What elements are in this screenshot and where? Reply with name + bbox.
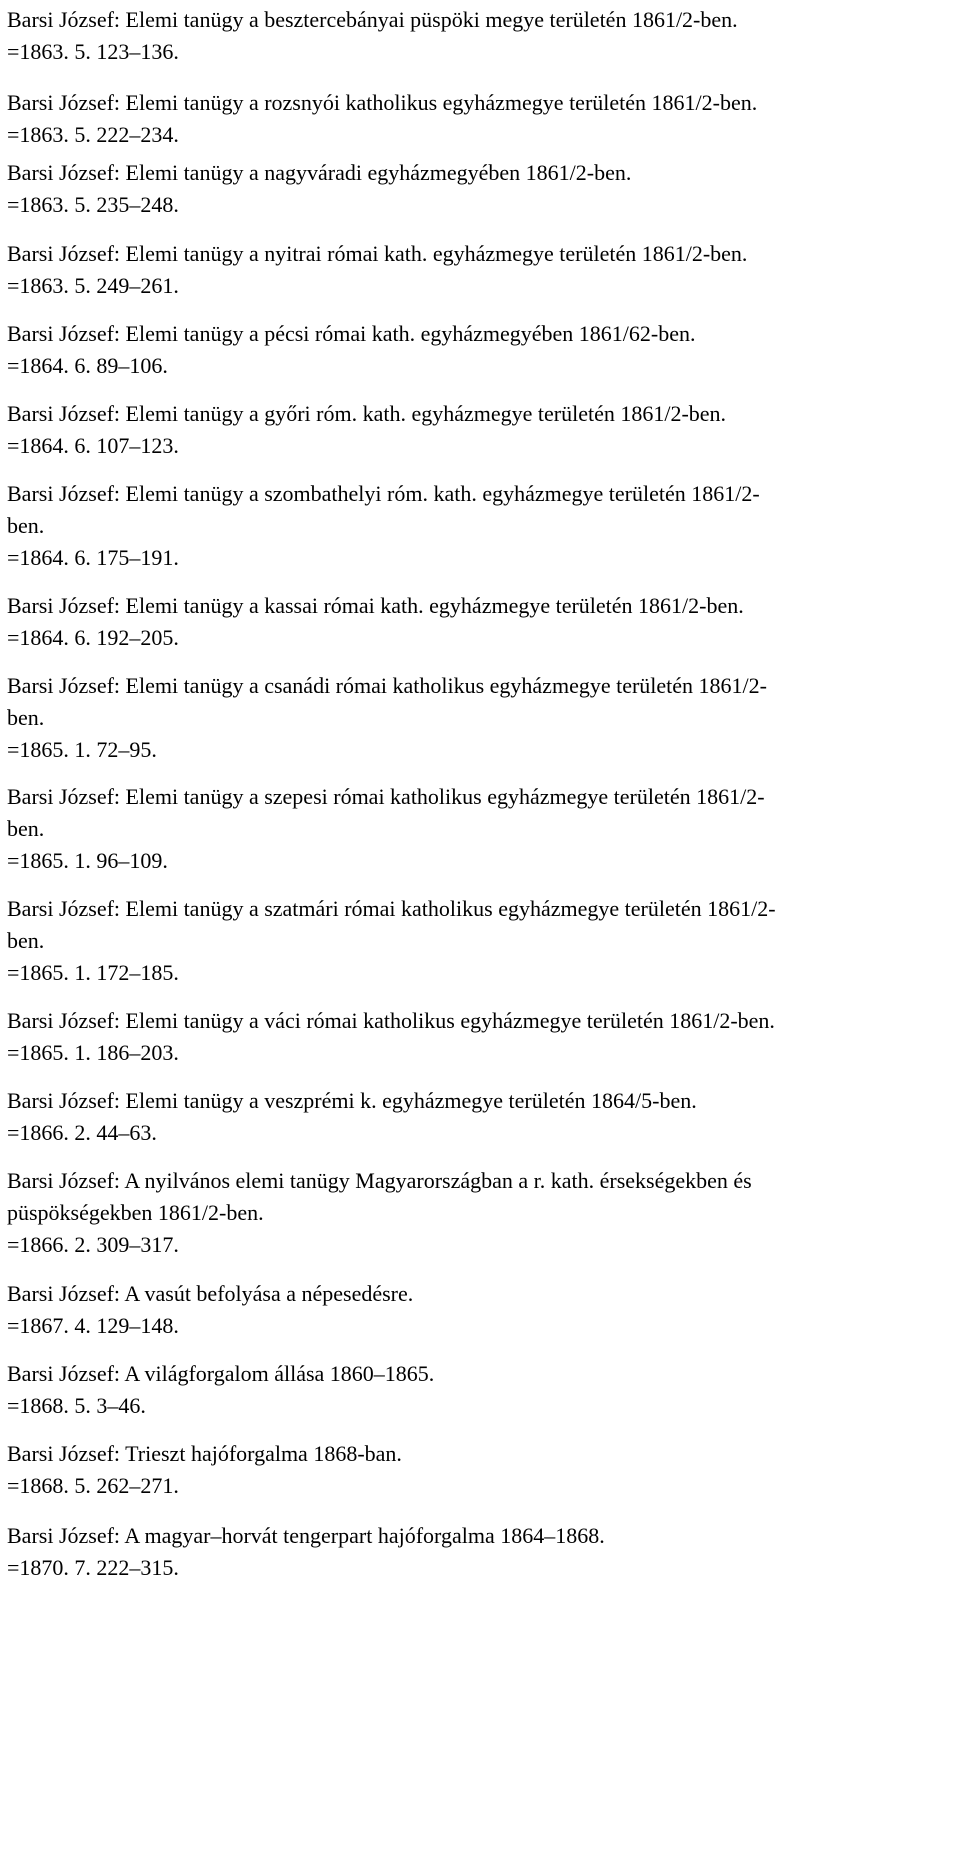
bibliography-entry [7, 238, 955, 302]
bibliography-entry [7, 1278, 955, 1342]
entry-citation: =1865. 1. 72–95. [7, 737, 157, 762]
entry-title: Barsi József: Trieszt hajóforgalma 1868-ban. [7, 1441, 402, 1466]
bibliography-entry [7, 1165, 955, 1261]
entry-citation: =1864. 6. 192–205. [7, 625, 179, 650]
bibliography-entry [7, 478, 955, 574]
bibliography-entry [7, 670, 955, 766]
entry-title: Barsi József: Elemi tanügy a veszprémi k. egyházmegye területén 1864/5-ben. [7, 1088, 697, 1113]
entry-citation: =1868. 5. 3–46. [7, 1393, 146, 1418]
bibliography-entry [7, 1520, 955, 1584]
entry-title: Barsi József: A vasút befolyása a népesedésre. [7, 1281, 414, 1306]
entry-title: ben. [7, 816, 45, 841]
bibliography-entry [7, 781, 955, 877]
entry-title: Barsi József: Elemi tanügy a szepesi római katholikus egyházmegye területén 1861/2- [7, 784, 765, 809]
entry-citation: =1866. 2. 309–317. [7, 1232, 179, 1257]
entry-citation: =1868. 5. 262–271. [7, 1473, 179, 1498]
entry-citation: =1863. 5. 123–136. [7, 39, 179, 64]
entry-citation: =1870. 7. 222–315. [7, 1555, 179, 1580]
bibliography-entry [7, 87, 955, 151]
entry-title: Barsi József: A világforgalom állása 1860–1865. [7, 1361, 435, 1386]
entry-citation: =1864. 6. 175–191. [7, 545, 179, 570]
entry-citation: =1863. 5. 222–234. [7, 122, 179, 147]
entry-citation: =1865. 1. 172–185. [7, 960, 179, 985]
bibliography-entry [7, 1438, 955, 1502]
entry-title: Barsi József: Elemi tanügy a kassai római kath. egyházmegye területén 1861/2-ben. [7, 593, 744, 618]
entry-title: ben. [7, 705, 45, 730]
entry-citation: =1864. 6. 89–106. [7, 353, 168, 378]
entry-citation: =1863. 5. 249–261. [7, 273, 179, 298]
bibliography-entry [7, 1358, 955, 1422]
entry-title: Barsi József: Elemi tanügy a váci római katholikus egyházmegye területén 1861/2-ben. [7, 1008, 775, 1033]
entry-title: Barsi József: Elemi tanügy a pécsi római kath. egyházmegyében 1861/62-ben. [7, 321, 696, 346]
entry-citation: =1863. 5. 235–248. [7, 192, 179, 217]
bibliography-page [7, 0, 955, 1873]
entry-title: Barsi József: Elemi tanügy a szatmári római katholikus egyházmegye területén 1861/2- [7, 896, 776, 921]
entry-title: Barsi József: Elemi tanügy a csanádi római katholikus egyházmegye területén 1861/2- [7, 673, 767, 698]
bibliography-entry [7, 1085, 955, 1149]
entry-title: Barsi József: Elemi tanügy a győri róm. kath. egyházmegye területén 1861/2-ben. [7, 401, 727, 426]
bibliography-entry [7, 398, 955, 462]
entry-title: Barsi József: Elemi tanügy a szombathelyi róm. kath. egyházmegye területén 1861/2- [7, 481, 760, 506]
bibliography-entry [7, 893, 955, 989]
entry-title: Barsi József: Elemi tanügy a nagyváradi egyházmegyében 1861/2-ben. [7, 160, 632, 185]
entry-citation: =1865. 1. 186–203. [7, 1040, 179, 1065]
entry-citation: =1867. 4. 129–148. [7, 1313, 179, 1338]
entry-title: Barsi József: Elemi tanügy a nyitrai római kath. egyházmegye területén 1861/2-ben. [7, 241, 748, 266]
entry-citation: =1866. 2. 44–63. [7, 1120, 157, 1145]
entry-title: püspökségekben 1861/2-ben. [7, 1200, 264, 1225]
bibliography-entry [7, 4, 955, 68]
entry-citation: =1864. 6. 107–123. [7, 433, 179, 458]
bibliography-entry [7, 318, 955, 382]
entry-title: Barsi József: A nyilvános elemi tanügy Magyarországban a r. kath. érsekségekben és [7, 1168, 752, 1193]
entry-title: Barsi József: A magyar–horvát tengerpart hajóforgalma 1864–1868. [7, 1523, 605, 1548]
entry-citation: =1865. 1. 96–109. [7, 848, 168, 873]
bibliography-entry [7, 590, 955, 654]
entry-title: Barsi József: Elemi tanügy a besztercebányai püspöki megye területén 1861/2-ben. [7, 7, 738, 32]
bibliography-entry [7, 157, 955, 221]
entry-title: Barsi József: Elemi tanügy a rozsnyói katholikus egyházmegye területén 1861/2-ben. [7, 90, 758, 115]
bibliography-entry [7, 1005, 955, 1069]
entry-title: ben. [7, 513, 45, 538]
entry-title: ben. [7, 928, 45, 953]
